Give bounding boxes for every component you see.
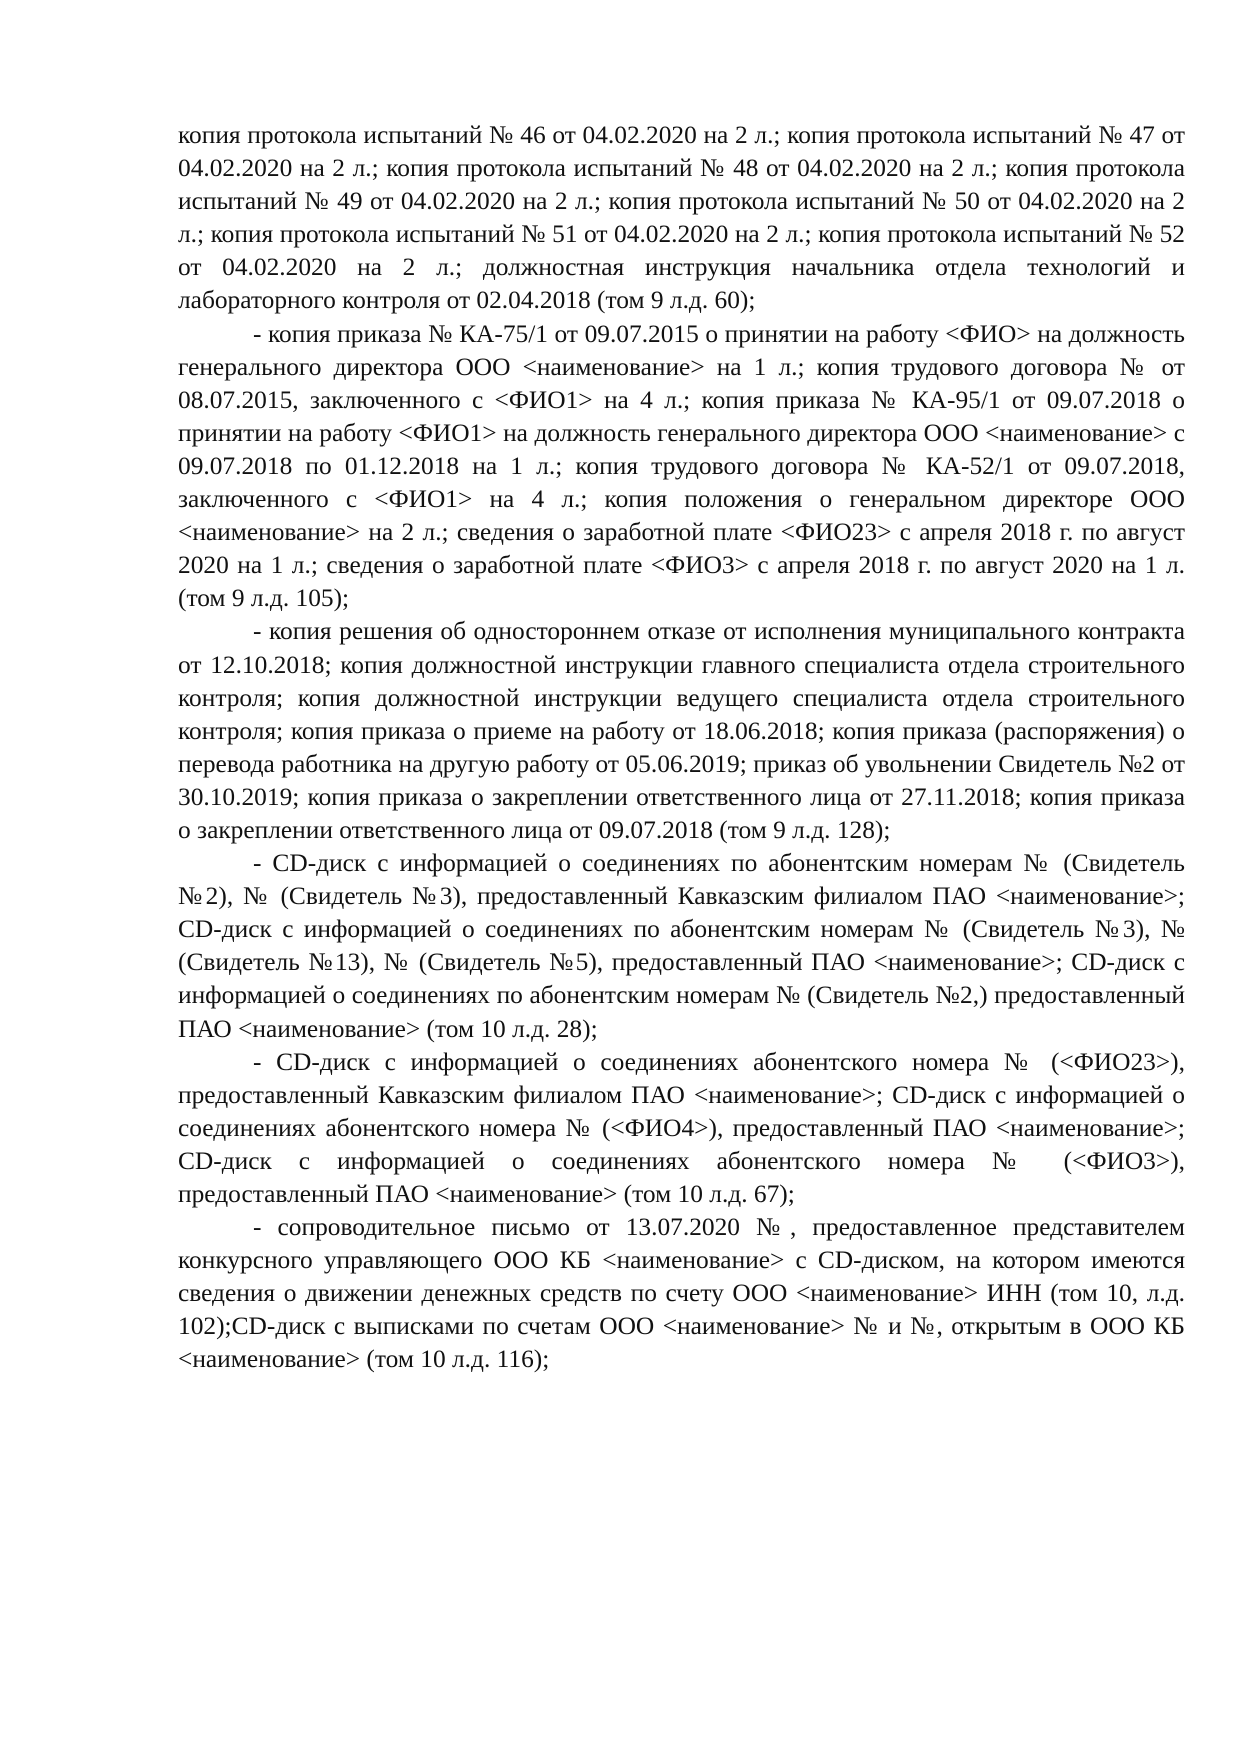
paragraph-cover-letter: - сопроводительное письмо от 13.07.2020 №, предоставленное представителем конкурсного управляющего ООО КБ <наименование> с CD-диском, на котором имеются сведения о движении денежных средств по счету ООО <наименование> ИНН (том 10, л.д. 102);CD-диск с выписками по счетам ООО <наименование> № и №, открытым в ООО КБ <наименование> (том 10 л.д. 116); (178, 1213, 1185, 1374)
paragraph-test-protocols: копия протокола испытаний № 46 от 04.02.2020 на 2 л.; копия протокола испытаний № 47 от 04.02.2020 на 2 л.; копия протокола испытаний № 48 от 04.02.2020 на 2 л.; копия протокола испытаний № 49 от 04.02.2020 на 2 л.; копия протокола испытаний № 50 от 04.02.2020 на 2 л.; копия протокола испытаний № 51 от 04.02.2020 на 2 л.; копия протокола испытаний № 52 от 04.02.2020 на 2 л.; должностная инструкция начальника отдела технологий и лабораторного контроля от 02.04.2018 (том 9 л.д. 60); (178, 121, 1185, 315)
paragraph-cd-subscriber-numbers: - CD-диск с информацией о соединениях по абонентским номерам № (Свидетель №2), № (Свидетель №3), предоставленный Кавказским филиалом ПАО <наименование>; CD-диск с информацией о соединениях по абонентским номерам № (Свидетель №3), № (Свидетель №13), № (Свидетель №5), предоставленный ПАО <наименование>; CD-диск с информацией о соединениях по абонентским номерам № (Свидетель №2,) предоставленный ПАО <наименование> (том 10 л.д. 28); (178, 849, 1185, 1043)
paragraph-cd-subscriber-number: - CD-диск с информацией о соединениях абонентского номера № (<ФИО23>), предоставленный Кавказским филиалом ПАО <наименование>; CD-диск с информацией о соединениях абонентского номера № (<ФИО4>), предоставленный ПАО <наименование>; CD-диск с информацией о соединениях абонентского номера № (<ФИО3>), предоставленный ПАО <наименование> (том 10 л.д. 67); (178, 1047, 1185, 1208)
document-page (178, 119, 1185, 1377)
paragraph-director-orders: - копия приказа № КА-75/1 от 09.07.2015 о принятии на работу <ФИО> на должность генерального директора ООО <наименование> на 1 л.; копия трудового договора № от 08.07.2015, заключенного с <ФИО1> на 4 л.; копия приказа № КА-95/1 от 09.07.2018 о принятии на работу <ФИО1> на должность генерального директора ООО <наименование> с 09.07.2018 по 01.12.2018 на 1 л.; копия трудового договора № КА-52/1 от 09.07.2018, заключенного с <ФИО1> на 4 л.; копия положения о генеральном директоре ООО <наименование> на 2 л.; сведения о заработной плате <ФИО23> с апреля 2018 г. по август 2020 на 1 л.; сведения о заработной плате <ФИО3> с апреля 2018 г. по август 2020 на 1 л. (том 9 л.д. 105); (178, 319, 1185, 613)
paragraph-contract-refusal: - копия решения об одностороннем отказе от исполнения муниципального контракта от 12.10.2018; копия должностной инструкции главного специалиста отдела строительного контроля; копия должностной инструкции ведущего специалиста отдела строительного контроля; копия приказа о приеме на работу от 18.06.2018; копия приказа (распоряжения) о перевода работника на другую работу от 05.06.2019; приказ об увольнении Свидетель №2 от 30.10.2019; копия приказа о закреплении ответственного лица от 27.11.2018; копия приказа о закреплении ответственного лица от 09.07.2018 (том 9 л.д. 128); (178, 617, 1185, 844)
